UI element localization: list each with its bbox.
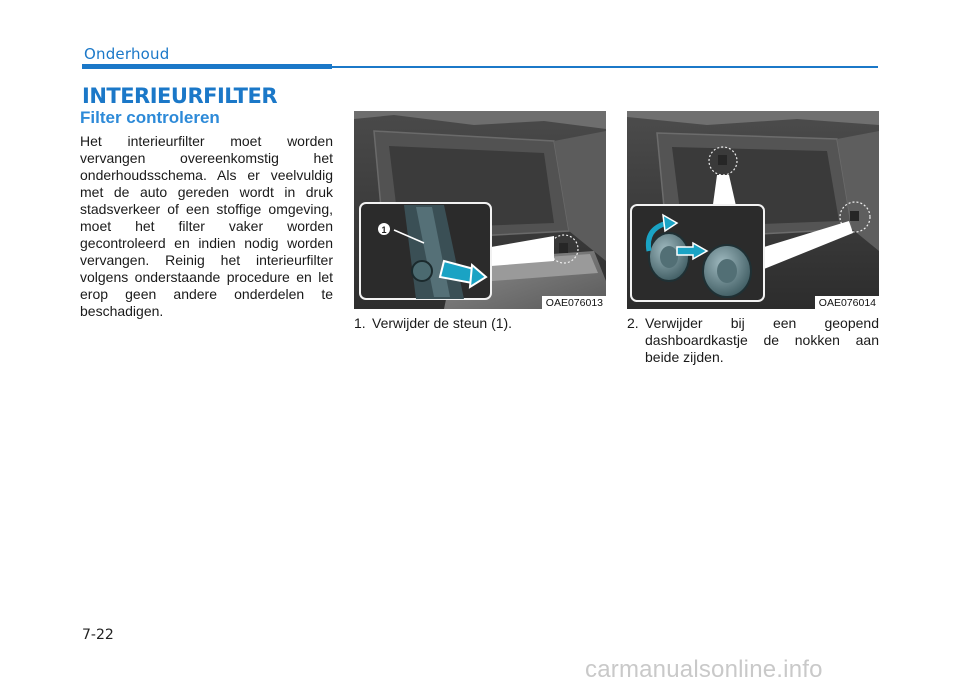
step-number: 2. xyxy=(627,315,639,331)
figure-code: OAE076014 xyxy=(815,296,879,309)
section-subtitle: Filter controleren xyxy=(80,108,220,127)
figure-code: OAE076013 xyxy=(542,296,606,309)
page-number: 7-22 xyxy=(82,627,114,643)
step-2 xyxy=(627,315,879,366)
header-rule-thick xyxy=(82,64,332,69)
step-text: Verwijder bij een geopend dashboardkastje de nokken aan beide zijden. xyxy=(645,315,879,365)
glovebox-stoppers-illustration xyxy=(627,111,879,309)
step-text: Verwijder de steun (1). xyxy=(372,315,513,331)
figure-remove-stay xyxy=(354,111,606,309)
section-label: Onderhoud xyxy=(84,45,170,63)
figure-remove-stoppers xyxy=(627,111,879,309)
body-paragraph: Het interieurfilter moet worden vervangen overeenkomstig het onderhoudsschema. Als er veelvuldig met de auto gereden wordt in druk stadsverkeer of een stoffige omgeving, moet het filter vaker worden gecontroleerd en indien nodig worden vervangen. Reinig het interieurfilter volgens onderstaande procedure en let erop geen andere onderdelen te beschadigen. xyxy=(80,133,333,319)
step-1 xyxy=(354,315,606,332)
glovebox-illustration xyxy=(354,111,606,309)
header-rule-thin xyxy=(332,66,878,68)
callout-1-label: 1 xyxy=(381,225,387,235)
step-number: 1. xyxy=(354,315,366,331)
watermark: carmanualsonline.info xyxy=(585,656,823,683)
page-title: INTERIEURFILTER xyxy=(82,84,278,108)
